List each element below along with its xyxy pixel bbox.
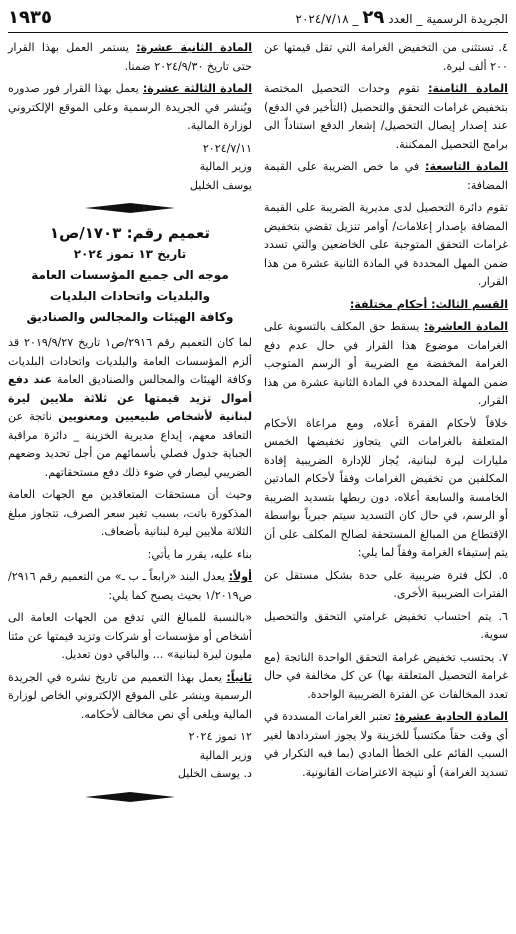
left-column bbox=[8, 39, 252, 812]
article-11-label: المادة الحادية عشرة: bbox=[394, 710, 508, 723]
article-10-text: يسقط حق المكلف بالتسوية على الغرامات موضوع هذا القرار في حال عدم دفع الغرامة المخفضة مع الضريبة أو الرسم المتوجب ضمن المهلة المحددة في المادة الثانية عشرة من هذا القرار. bbox=[264, 320, 508, 407]
clause-first-text: يعدل البند «رابعاً ـ ب ـ» من التعميم رقم ٢٩١٦/ص١/٢٠١٩ بحيث يصبح كما يلي: bbox=[8, 570, 252, 602]
clause-second-text: يعمل بهذا التعميم من تاريخ نشره في الجريدة الرسمية وينشر على الموقع الإلكتروني الخاص لوزارة المالية ويلغى أي نص مخالف لأحكامه. bbox=[8, 670, 252, 721]
divider-ornament-graphic bbox=[85, 203, 175, 213]
clause-quote: «بالنسبة للمبالغ التي تدفع من الجهات العامة الى أشخاص أو مؤسسات أو شركات وتزيد قيمتها عن مئتا مليون ليرة لبنانية» ... والباقي دون تعديل. bbox=[8, 611, 252, 661]
signature-title: وزير المالية bbox=[199, 160, 252, 173]
clause-first bbox=[8, 568, 252, 605]
signature-date: ٢٠٢٤/٧/١١ bbox=[202, 141, 252, 155]
signature-2-name: د. يوسف الخليل bbox=[177, 767, 252, 780]
section-3-heading: القسم الثالث: أحكام مختلفة: bbox=[349, 297, 508, 311]
right-column bbox=[264, 39, 508, 812]
article-9-label: المادة التاسعة: bbox=[425, 160, 508, 173]
item-7: ٧. يحتسب تخفيض غرامة التحقق الواحدة الناتجة (مع غرامة التحصيل المتعلقة بها) عن كل مخالفة في حال تعدد المخالفات عن الفترة الضريبية الواحدة. bbox=[264, 650, 508, 701]
article-11 bbox=[264, 708, 508, 782]
article-10 bbox=[264, 318, 508, 411]
addressee-line-3: وكافة الهيئات والمجالس والصناديق bbox=[26, 310, 234, 324]
article-13-text: يعمل بهذا القرار فور صدوره ويُنشر في الجريدة الرسمية وعلى الموقع الإلكتروني لوزارة المالية. bbox=[8, 82, 252, 132]
addressee-line-1: موجه الى جميع المؤسسات العامة bbox=[31, 268, 229, 282]
clause-second-label: ثانياً: bbox=[226, 670, 253, 684]
signature-block-2 bbox=[8, 728, 252, 784]
article-12 bbox=[8, 39, 252, 76]
page-header bbox=[8, 6, 508, 28]
body-1-bold: عند دفع أموال تزيد قيمتها عن ثلاثة ملايين ليرة لبنانية لأشخاص طبيعيين ومعنويين bbox=[8, 373, 252, 423]
circular-body-1 bbox=[8, 334, 252, 482]
clause-second bbox=[8, 669, 252, 725]
article-12-label: المادة الثانية عشرة: bbox=[136, 41, 252, 54]
item-6: ٦. يتم احتساب تخفيض غرامتي التحقق والتحصيل سوية. bbox=[264, 609, 508, 641]
article-11-text: تعتبر الغرامات المسددة في أي وقت حقاً مكتسباً للخزينة ولا يجوز استردادها لغير السبب القائم على الخطأ المادي (بما فيه التكرار في تسديد الغرامة) أو نتيجة الاعتراضات القانونية. bbox=[264, 710, 508, 779]
issue-date: _ ٢٠٢٤/٧/١٨ bbox=[295, 12, 359, 26]
article-9 bbox=[264, 158, 508, 195]
circular-title: تعميم رقم: ١٧٠٣/ص١ bbox=[49, 224, 211, 242]
journal-name: الجريدة الرسمية _ العدد bbox=[388, 12, 508, 26]
article-12-text: يستمر العمل بهذا القرار حتى تاريخ ٢٠٢٤/٩/٣٠ ضمنا. bbox=[8, 41, 252, 73]
signature-2-date: ١٢ تموز ٢٠٢٤ bbox=[188, 730, 252, 743]
contrary-paragraph: خلافاً لأحكام الفقرة أعلاه، ومع مراعاة الأحكام المتعلقة بالغرامات التي يتجاوز تخفيضها الخمس مليارات ليرة لبنانية، يُجاز للإدارة الضريبية إفادة المكلفين من تخفيض الغرامات وفقاً لأحكام المادتين الخامسة والسابعة أعلاه، دون ربطها بتسديد الضريبة أو الرسم، في حال كان التسديد سيتم جبرياً بواسطة الإقتطاع من المبالغ المستحقة لصالح المكلف على أن يتم إستيفاء الغرامة وفقاً لما يلي: bbox=[264, 416, 508, 559]
article-8-label: المادة الثامنة: bbox=[428, 82, 508, 95]
signature-2-title: وزير المالية bbox=[199, 748, 252, 762]
signature-name: يوسف الخليل bbox=[189, 178, 252, 192]
vat-paragraph: تقوم دائرة التحصيل لدى مديرية الضريبة على القيمة المضافة بإصدار إعلامات/ أوامر تنزيل تقضي بتخفيض غرامات التحقق المتوجبة على الخاضعين والتي تسدد ضمن المهل المحددة في المادة الثانية عشرة من هذا القرار. bbox=[264, 201, 508, 288]
clause-first-label: أولاً: bbox=[228, 570, 252, 583]
item-4: ٤. تستثنى من التخفيض الغرامة التي تقل قيمتها عن ٢٠٠ ألف ليرة. bbox=[264, 41, 508, 73]
divider-ornament-2-graphic bbox=[85, 792, 175, 802]
journal-title bbox=[296, 7, 508, 28]
columns bbox=[8, 39, 508, 812]
circular-date: تاريخ ١٣ تموز ٢٠٢٤ bbox=[73, 247, 187, 261]
article-8 bbox=[264, 80, 508, 154]
body-1-start: لما كان التعميم رقم ٢٩١٦/ص١ تاريخ ٢٠١٩/٩/٢٧ قد ألزم المؤسسات العامة والبلديات واتحادات البلديات وكافة الهيئات والمجالس والصناديق العامة bbox=[8, 336, 252, 386]
item-5: ٥. لكل فترة ضريبية على حدة بشكل مستقل عن الفترات الضريبية الأخرى. bbox=[264, 568, 508, 600]
addressee-line-2: والبلديات واتحادات البلديات bbox=[49, 289, 211, 303]
article-13-label: المادة الثالثة عشرة: bbox=[142, 82, 252, 95]
header-rule bbox=[8, 32, 508, 33]
divider-ornament bbox=[8, 203, 252, 213]
article-13 bbox=[8, 80, 252, 136]
body-1-end: ناتجة عن التعاقد معهم، إيداع مديرية الخزينة _ دائرة مراقبة الجباية جدول فصلي بأسمائهم من أجل تحديد وضعهم الضريبي ليصار في ضوء ذلك دفع مستحقاتهم. bbox=[8, 410, 252, 479]
article-8-text: تقوم وحدات التحصيل المختصة بتخفيض غرامات التحقق والتحصيل (التأخير في الدفع) عند إصدار إيصال التحصيل/ إشعار الدفع استناداً الى برامج التحصيل الممكننة. bbox=[264, 82, 508, 151]
signature-block-1 bbox=[8, 140, 252, 196]
issue-number: ٢٩ bbox=[362, 7, 385, 28]
circular-body-2: وحيث أن مستحقات المتعاقدين مع الجهات العامة المذكورة باتت، بسبب تغير سعر الصرف، تتجاوز مبلغ الثلاثة ملايين ليرة لبنانية بأضعاف. bbox=[8, 488, 252, 538]
page-number: ١٩٣٥ bbox=[8, 7, 52, 28]
circular-body-3: بناء عليه، يقرر ما يأتي: bbox=[147, 547, 252, 561]
article-10-label: المادة العاشرة: bbox=[424, 320, 508, 333]
article-9-text: في ما خص الضريبة على القيمة المضافة: bbox=[264, 160, 508, 192]
divider-ornament-2 bbox=[8, 792, 252, 802]
